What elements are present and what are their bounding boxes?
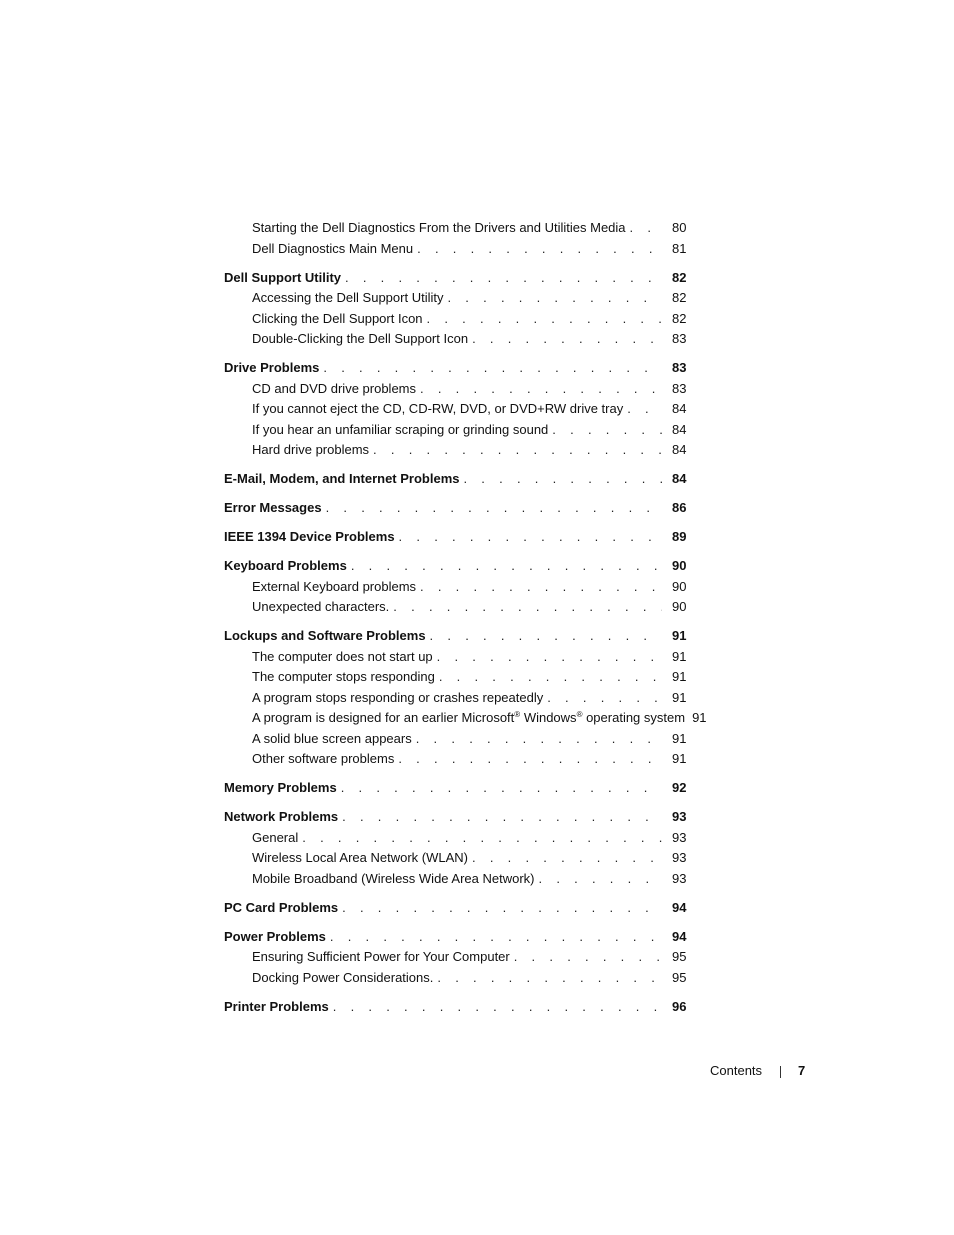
entry-page-number: 84 [672, 421, 687, 437]
entry-title: Lockups and Software Problems [224, 628, 426, 643]
entry-page-number: 84 [672, 401, 687, 416]
toc-subsection-entry [224, 828, 686, 849]
dot-leader [627, 399, 662, 420]
toc-subsection-entry [224, 239, 686, 260]
entry-page-number: 84 [672, 471, 687, 486]
entry-title: Other software problems [252, 751, 395, 766]
dot-leader [373, 440, 662, 461]
entry-title: Dell Diagnostics Main Menu [252, 240, 414, 256]
toc-section-entry [224, 556, 686, 577]
entry-page-number: 84 [672, 442, 687, 457]
entry-title: External Keyboard problems [252, 578, 417, 594]
entry-title: Docking Power Considerations. [252, 969, 434, 985]
toc-subsection-entry [224, 440, 686, 461]
dot-leader [437, 647, 662, 668]
entry-title: Drive Problems [224, 360, 320, 375]
entry-page-number: 83 [672, 380, 687, 396]
entry-page-number: 91 [672, 751, 687, 766]
entry-title: A solid blue screen appears [252, 730, 412, 746]
toc-subsection-entry [224, 379, 686, 400]
entry-title: If you cannot eject the CD, CD-RW, DVD, or DVD+RW drive tray [252, 401, 624, 416]
toc-section-entry [224, 527, 686, 548]
entry-title: Ensuring Sufficient Power for Your Computer [252, 949, 510, 964]
dot-leader [437, 968, 662, 989]
entry-page-number: 82 [672, 290, 687, 305]
footer-page-number: 7 [798, 1063, 806, 1078]
entry-page-number: 91 [692, 710, 707, 725]
toc-subsection-entry [224, 218, 686, 239]
dot-leader [399, 527, 662, 548]
toc-subsection-entry [224, 667, 686, 688]
toc-section-entry [224, 927, 686, 948]
entry-page-number: 90 [672, 599, 687, 614]
toc-subsection-entry [224, 947, 686, 968]
dot-leader [345, 268, 662, 289]
dot-leader [472, 848, 662, 869]
entry-title: General [252, 829, 299, 845]
page-footer [700, 1061, 810, 1081]
dot-leader [342, 898, 662, 919]
dot-leader [539, 869, 663, 890]
dot-leader [342, 807, 662, 828]
dot-leader [427, 309, 662, 330]
entry-page-number: 82 [672, 310, 687, 326]
dot-leader [302, 828, 662, 849]
toc-subsection-entry [224, 749, 686, 770]
toc-subsection-entry [224, 309, 686, 330]
entry-title: The computer stops responding [252, 669, 435, 684]
dot-leader [514, 947, 662, 968]
entry-page-number: 91 [672, 648, 687, 664]
toc-subsection-entry [224, 688, 686, 709]
toc-section-entry [224, 626, 686, 647]
entry-title: A program stops responding or crashes repeatedly [252, 689, 544, 705]
dot-leader [351, 556, 662, 577]
entry-title: E-Mail, Modem, and Internet Problems [224, 471, 460, 486]
registered-mark: ® [576, 710, 583, 719]
entry-page-number: 81 [672, 240, 687, 256]
dot-leader [326, 498, 662, 519]
entry-title: Unexpected characters. [252, 599, 390, 614]
entry-page-number: 96 [672, 998, 687, 1014]
toc-section-entry [224, 997, 686, 1018]
table-of-contents [224, 218, 707, 1017]
entry-title: IEEE 1394 Device Problems [224, 529, 395, 544]
toc-subsection-entry [224, 420, 686, 441]
entry-page-number: 82 [672, 269, 687, 285]
dot-leader [630, 218, 662, 239]
entry-page-number: 92 [672, 780, 687, 795]
entry-title: Keyboard Problems [224, 558, 347, 573]
entry-page-number: 83 [672, 331, 687, 346]
dot-leader [430, 626, 662, 647]
dot-leader [398, 749, 662, 770]
dot-leader [420, 577, 662, 598]
entry-title: Starting the Dell Diagnostics From the Drivers and Utilities Media [252, 220, 626, 235]
entry-page-number: 95 [672, 949, 687, 964]
toc-subsection-entry [224, 848, 686, 869]
toc-subsection-entry [224, 729, 686, 750]
entry-title: Hard drive problems [252, 442, 370, 457]
dot-leader [420, 379, 662, 400]
entry-title: Error Messages [224, 500, 322, 515]
toc-section-entry [224, 898, 686, 919]
toc-subsection-entry [224, 708, 707, 729]
entry-title-part: operating system [582, 710, 686, 725]
toc-subsection-entry [224, 869, 686, 890]
entry-page-number: 80 [672, 220, 687, 235]
toc-section-entry [224, 358, 686, 379]
entry-title: PC Card Problems [224, 899, 339, 915]
toc-subsection-entry [224, 399, 686, 420]
dot-leader [463, 469, 662, 490]
toc-section-entry [224, 268, 686, 289]
entry-page-number: 94 [672, 899, 687, 915]
entry-page-number: 93 [672, 809, 687, 824]
entry-page-number: 93 [672, 829, 687, 845]
entry-page-number: 89 [672, 529, 687, 544]
entry-title-part: A program is designed for an earlier Microsoft [252, 710, 515, 725]
entry-title-part: Windows [520, 710, 577, 725]
entry-title: Dell Support Utility [224, 269, 341, 285]
footer-divider [780, 1066, 781, 1078]
dot-leader [417, 239, 662, 260]
entry-page-number: 93 [672, 870, 687, 886]
dot-leader [547, 688, 662, 709]
dot-leader [439, 667, 662, 688]
entry-title: Network Problems [224, 809, 339, 824]
entry-title: If you hear an unfamiliar scraping or grinding sound [252, 421, 549, 437]
dot-leader [472, 329, 662, 350]
entry-title: Memory Problems [224, 780, 337, 795]
registered-mark: ® [514, 710, 521, 719]
entry-page-number: 95 [672, 969, 687, 985]
entry-title: Clicking the Dell Support Icon [252, 310, 423, 326]
dot-leader [552, 420, 662, 441]
entry-title: Wireless Local Area Network (WLAN) [252, 850, 468, 865]
toc-subsection-entry [224, 288, 686, 309]
toc-section-entry [224, 498, 686, 519]
entry-page-number: 91 [672, 669, 687, 684]
entry-title [252, 708, 685, 729]
dot-leader [447, 288, 662, 309]
dot-leader [341, 778, 662, 799]
entry-page-number: 90 [672, 558, 687, 573]
toc-subsection-entry [224, 597, 686, 618]
entry-page-number: 86 [672, 500, 687, 515]
toc-section-entry [224, 778, 686, 799]
entry-page-number: 83 [672, 360, 687, 375]
dot-leader [330, 927, 662, 948]
entry-title: Mobile Broadband (Wireless Wide Area Network) [252, 870, 535, 886]
toc-subsection-entry [224, 968, 686, 989]
entry-page-number: 90 [672, 578, 687, 594]
toc-section-entry [224, 469, 686, 490]
footer-label: Contents [710, 1063, 763, 1078]
entry-title: Accessing the Dell Support Utility [252, 290, 444, 305]
entry-title: Double-Clicking the Dell Support Icon [252, 331, 469, 346]
entry-title: CD and DVD drive problems [252, 380, 417, 396]
entry-page-number: 94 [672, 928, 687, 944]
entry-title: Power Problems [224, 928, 326, 944]
dot-leader [333, 997, 662, 1018]
entry-page-number: 91 [672, 628, 687, 643]
dot-leader [323, 358, 662, 379]
toc-subsection-entry [224, 577, 686, 598]
toc-subsection-entry [224, 647, 686, 668]
dot-leader [416, 729, 662, 750]
toc-subsection-entry [224, 329, 686, 350]
entry-page-number: 91 [672, 689, 687, 705]
entry-page-number: 91 [672, 730, 687, 746]
entry-title: Printer Problems [224, 998, 329, 1014]
toc-section-entry [224, 807, 686, 828]
entry-title: The computer does not start up [252, 648, 433, 664]
dot-leader [393, 597, 662, 618]
entry-page-number: 93 [672, 850, 687, 865]
